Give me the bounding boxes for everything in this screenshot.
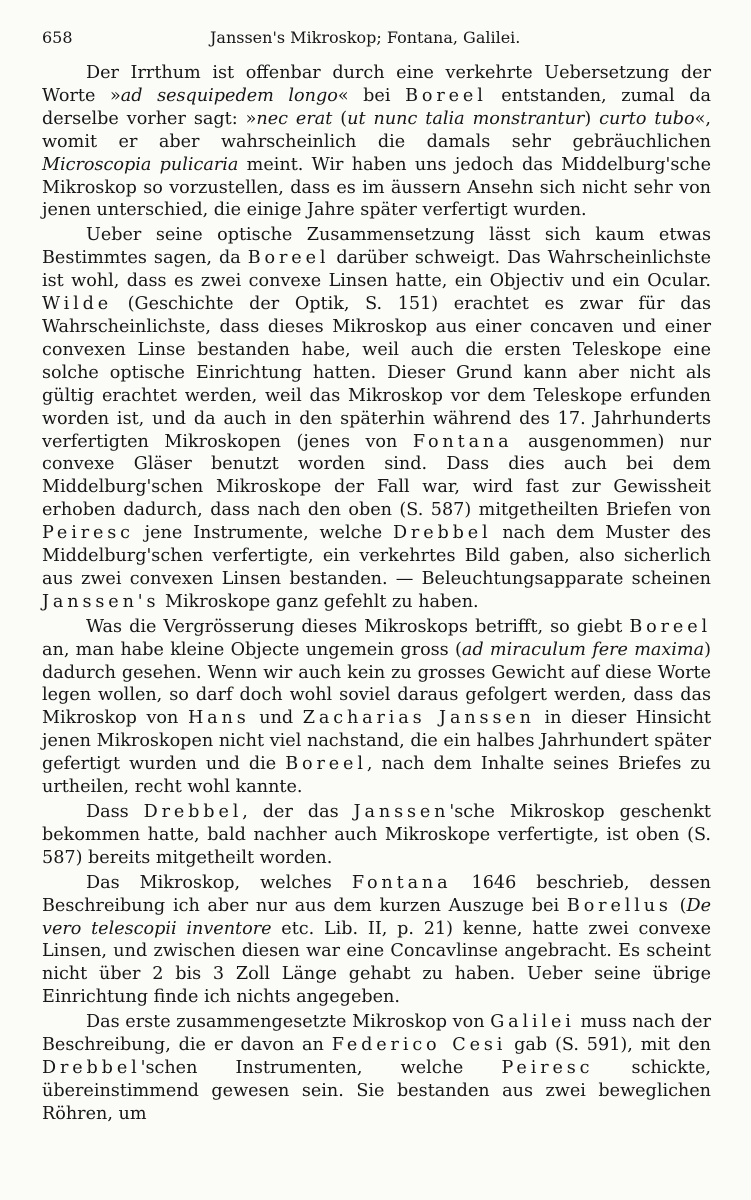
text-run: gab (S. 591), mit den xyxy=(506,1035,711,1056)
text-run: « bei xyxy=(337,85,406,106)
text-run: «, womit er aber wahrscheinlich die damals sehr gebräuchlichen xyxy=(42,108,711,152)
text-run: Der Irrthum ist offenbar durch eine verkehrte Uebersetzung der Worte » xyxy=(42,63,711,106)
spaced-name: Hans xyxy=(187,708,250,729)
page-number: 658 xyxy=(42,28,73,47)
text-run: 'sche Mikroskop geschenkt bekommen hatte, bald nachher auch Mikroskope verfertigte, ist oben (S. 587) bereits mitgetheilt worden. xyxy=(42,802,711,868)
paragraph xyxy=(42,1011,711,1126)
body-text xyxy=(42,62,711,1126)
text-run: , nach dem Inhalte seines Briefes zu urtheilen, recht wohl kannte. xyxy=(42,754,711,798)
text-run: Das Mikroskop, welches xyxy=(86,872,352,893)
italic-text: curto tubo xyxy=(599,108,695,129)
page-header xyxy=(42,28,711,48)
paragraph xyxy=(42,224,711,613)
spaced-name: Zacharias Janssen xyxy=(302,708,535,729)
spaced-name: Peiresc xyxy=(501,1057,594,1078)
spaced-name: Galilei xyxy=(490,1012,575,1033)
spaced-name: Boreel xyxy=(629,616,711,637)
running-head: Janssen's Mikroskop; Fontana, Galilei. xyxy=(210,28,521,47)
text-run: , der das xyxy=(242,802,354,822)
paragraph xyxy=(42,801,711,870)
text-run: Ueber seine optische Zusammensetzung lässt sich kaum etwas Bestimmtes sagen, da xyxy=(42,225,711,269)
text-run: meint. Wir haben uns jedoch das Middelburg'sche Mikroskop so vorzustellen, dass es im äussern Ansehn sich nicht sehr von jenen unterschied, die einige Jahre später verfertigt wurden. xyxy=(42,154,711,221)
text-run: Das erste zusammengesetzte Mikroskop von xyxy=(86,1012,491,1033)
spaced-name: Borellus xyxy=(566,895,672,916)
text-run: ( xyxy=(671,895,687,916)
paragraph xyxy=(42,62,711,222)
spaced-name: Boreel xyxy=(405,85,487,106)
spaced-name: Drebbel xyxy=(392,523,492,544)
text-run: in dieser Hinsicht jenen Mikroskopen nicht viel nachstand, die ein halbes Jahrhundert später gefertigt wurden und die xyxy=(42,708,711,775)
text-run: an, man habe kleine Objecte ungemein gross ( xyxy=(42,639,462,660)
text-run: etc. Lib. II, p. 21) kenne, hatte zwei convexe Linsen, und zwischen diesen war eine Concavlinse angebracht. Es scheint nicht über 2 bis 3 Zoll Länge gehabt zu haben. Ueber seine übrige Einrichtung finde ich nichts angegeben. xyxy=(42,918,711,1008)
spaced-name: Fontana xyxy=(412,431,513,452)
text-run: Mikroskope ganz gefehlt zu haben. xyxy=(159,591,479,612)
text-run: jene Instrumente, welche xyxy=(133,523,393,544)
text-run: entstanden, zumal da derselbe vorher sagt: » xyxy=(42,85,711,129)
italic-text: De vero telescopii inventore xyxy=(42,895,711,939)
text-run: darüber schweigt. Das Wahrscheinlichste ist wohl, dass es zwei convexe Linsen hatte, ein Objectiv und ein Ocular. xyxy=(42,248,711,292)
text-run: ( xyxy=(332,108,348,129)
text-run: Was die Vergrösserung dieses Mikroskops betrifft, so giebt xyxy=(86,616,630,637)
text-run: nach dem Muster des Middelburg'schen verfertigte, ein verkehrtes Bild gaben, also sicherlich aus zwei convexen Linsen bestanden. — Beleuchtungsapparate scheinen xyxy=(42,523,711,589)
italic-text: Microscopia pulicaria xyxy=(42,154,239,175)
text-run: ) dadurch gesehen. Wenn wir auch kein zu grosses Gewicht auf diese Worte legen wollen, so darf doch wohl soviel daraus gefolgert werden, dass das Mikroskop von xyxy=(42,639,711,729)
italic-text: ad miraculum fere maxima xyxy=(461,639,705,660)
text-run: Dass xyxy=(86,802,144,822)
spaced-name: Wilde xyxy=(42,294,113,315)
spaced-name: Janssen's xyxy=(42,591,160,612)
text-run: (Geschichte der Optik, S. 151) erachtet es zwar für das Wahrscheinlichste, dass dieses Mikroskop aus einer concaven und einer convexen Linse bestanden habe, weil auch die ersten Teleskope eine solche optische Einrichtung hatten. Dieser Grund kann aber nicht als gültig erachtet werden, weil das Mikroskop vor dem Teleskope erfunden worden ist, und da auch in den späterhin während des 17. Jahrhunderts verfertigten Mikroskopen (jenes von xyxy=(42,294,711,452)
spaced-name: Drebbel xyxy=(143,802,243,822)
text-run: 1646 beschrieb, dessen Beschreibung ich aber nur aus dem kurzen Auszuge bei xyxy=(42,872,711,916)
spaced-name: Boreel xyxy=(285,754,367,775)
spaced-name: Janssen xyxy=(353,802,450,822)
spaced-name: Peiresc xyxy=(42,523,134,544)
spaced-name: Boreel xyxy=(247,248,330,269)
paragraph xyxy=(42,872,711,1009)
text-run: schickte, übereinstimmend gewesen sein. Sie bestanden aus zwei beweglichen Röhren, um xyxy=(42,1057,711,1124)
spaced-name: Fontana xyxy=(351,872,452,893)
text-run: ) xyxy=(584,108,600,129)
paragraph xyxy=(42,616,711,799)
text-run: und xyxy=(249,708,303,729)
text-run: muss nach der Beschreibung, die er davon an xyxy=(42,1012,711,1056)
spaced-name: Drebbel xyxy=(42,1057,141,1078)
italic-text: ut nunc talia monstrantur xyxy=(347,108,585,129)
spaced-name: Federico Cesi xyxy=(331,1035,507,1056)
italic-text: ad sesquipedem longo xyxy=(120,85,338,106)
italic-text: nec erat xyxy=(256,108,333,129)
text-run: ausgenommen) nur convexe Gläser benutzt worden sind. Dass dies auch bei dem Middelburg'schen Mikroskope der Fall war, wird fast zur Gewissheit erhoben dadurch, dass nach den oben (S. 587) mitgetheilten Briefen von xyxy=(42,431,711,521)
text-run: 'schen Instrumenten, welche xyxy=(140,1057,502,1078)
